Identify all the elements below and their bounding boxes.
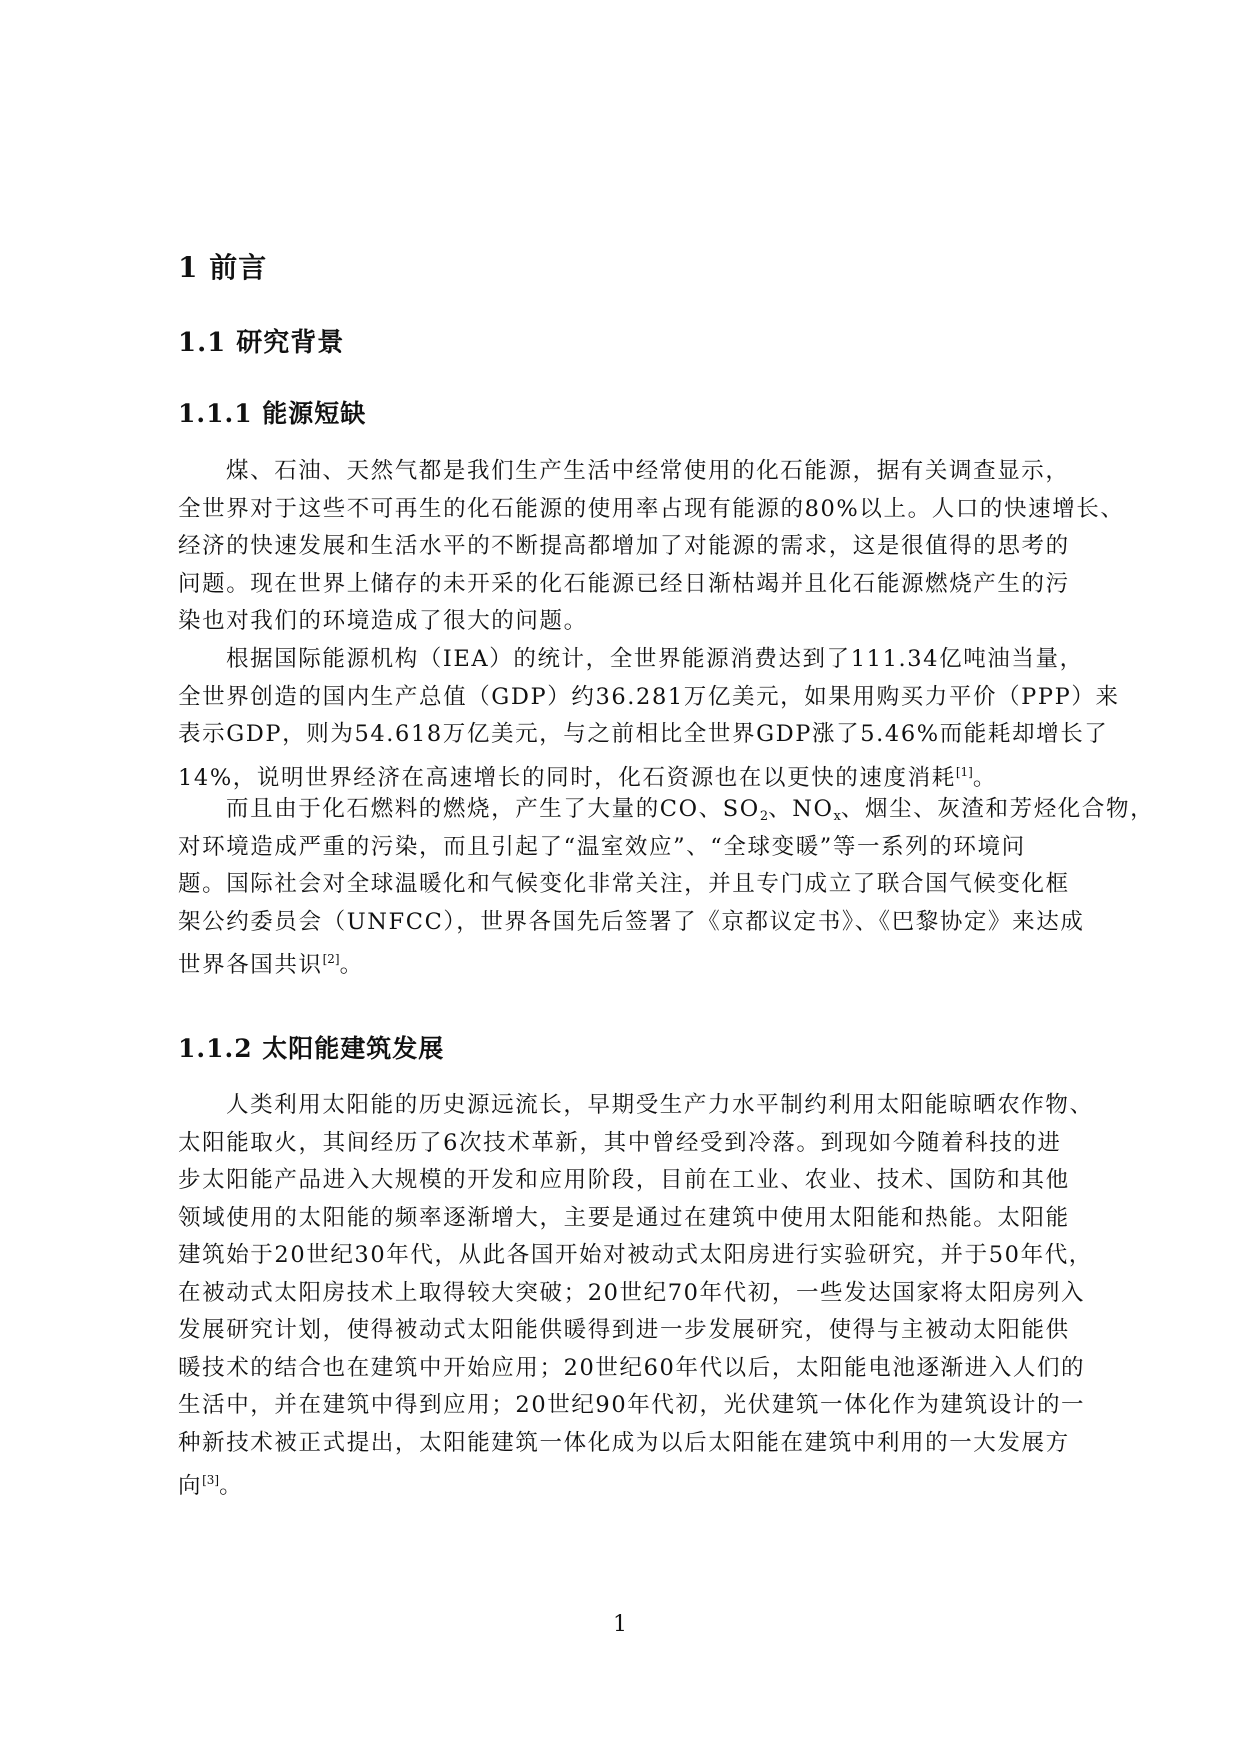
text-line: 建筑始于20世纪30年代，从此各国开始对被动式太阳房进行实验研究，并于50年代， (178, 1242, 1093, 1268)
section-heading: 1.1 研究背景 (178, 328, 345, 358)
text-line: 架公约委员会（UNFCC），世界各国先后签署了《京都议定书》、《巴黎协定》来达成 (178, 908, 1085, 935)
text-line: 领域使用的太阳能的频率逐渐增大，主要是通过在建筑中使用太阳能和热能。太阳能 (178, 1204, 1070, 1231)
paragraph-iea-statistics (178, 641, 1120, 791)
line-end: 。 (339, 952, 364, 978)
text-line: 发展研究计划，使得被动式太阳能供暖得到进一步发展研究，使得与主被动太阳能供 (178, 1317, 1070, 1343)
paragraph-fossil-energy (178, 453, 1125, 641)
text-line: 根据国际能源机构（IEA）的统计，全世界能源消费达到了111.34亿吨油当量， (226, 646, 1084, 672)
line-text: 14%，说明世界经济在高速增长的同时，化石资源也在以更快的速度消耗 (178, 764, 956, 791)
line-end: 。 (219, 1473, 244, 1499)
paragraph-pollution (178, 791, 1155, 979)
paragraph-solar-history (178, 1087, 1094, 1500)
text-line: 题。国际社会对全球温暖化和气候变化非常关注，并且专门成立了联合国气候变化框 (178, 871, 1070, 897)
line-text: 、烟尘、灰渣和芳烃化合物， (840, 796, 1155, 822)
text-line: 全世界对于这些不可再生的化石能源的使用率占现有能源的80%以上。人口的快速增长、 (178, 495, 1125, 522)
text-line: 在被动式太阳房技术上取得较大突破；20世纪70年代初，一些发达国家将太阳房列入 (178, 1279, 1086, 1306)
text-line: 步太阳能产品进入大规模的开发和应用阶段，目前在工业、农业、技术、国防和其他 (178, 1167, 1070, 1193)
subsection-heading-energy-shortage: 1.1.1 能源短缺 (178, 399, 367, 428)
text-line: 人类利用太阳能的历史源远流长，早期受生产力水平制约利用太阳能晾晒农作物、 (226, 1092, 1094, 1118)
text-line (178, 941, 1078, 979)
line-text: 世界各国共识 (178, 952, 323, 978)
text-line: 经济的快速发展和生活水平的不断提高都增加了对能源的需求，这是很值得的思考的 (178, 533, 1070, 559)
text-line: 表示GDP，则为54.618万亿美元，与之前相比全世界GDP涨了5.46%而能耗却增长了 (178, 721, 1109, 747)
text-line: 全世界创造的国内生产总值（GDP）约36.281万亿美元，如果用购买力平价（PPP）来 (178, 683, 1120, 710)
text-line (178, 1462, 1078, 1500)
citation-ref-1[interactable]: [1] (955, 764, 973, 779)
text-line: 染也对我们的环境造成了很大的问题。 (178, 608, 588, 634)
citation-ref-3[interactable]: [3] (202, 1473, 220, 1487)
text-line: 对环境造成严重的污染，而且引起了“温室效应”、“全球变暖”等一系列的环境问 (178, 833, 1026, 860)
line-text: 、NO (768, 796, 834, 822)
subscript: x (833, 809, 841, 824)
text-line: 太阳能取火，其间经历了6次技术革新，其中曾经受到冷落。到现如今随着科技的进 (178, 1129, 1062, 1156)
text-line (178, 791, 1155, 829)
text-line: 煤、石油、天然气都是我们生产生活中经常使用的化石能源，据有关调查显示， (226, 458, 1070, 484)
page-number: 1 (613, 1612, 627, 1637)
line-end: 。 (972, 764, 997, 791)
subscript: 2 (759, 809, 769, 824)
line-text: 向 (178, 1473, 203, 1499)
text-line: 暖技术的结合也在建筑中开始应用；20世纪60年代以后，太阳能电池逐渐进入人们的 (178, 1354, 1086, 1381)
text-line: 生活中，并在建筑中得到应用；20世纪90年代初，光伏建筑一体化作为建筑设计的一 (178, 1392, 1086, 1418)
subsection-heading-solar-building: 1.1.2 太阳能建筑发展 (178, 1034, 445, 1063)
citation-ref-2[interactable]: [2] (322, 952, 340, 966)
text-line: 种新技术被正式提出，太阳能建筑一体化成为以后太阳能在建筑中利用的一大发展方 (178, 1429, 1070, 1456)
text-line: 问题。现在世界上储存的未开采的化石能源已经日渐枯竭并且化石能源燃烧产生的污 (178, 570, 1070, 597)
text-line (178, 754, 1078, 792)
chapter-heading: 1 前言 (178, 251, 268, 284)
line-text: 而且由于化石燃料的燃烧，产生了大量的CO、SO (226, 796, 760, 822)
